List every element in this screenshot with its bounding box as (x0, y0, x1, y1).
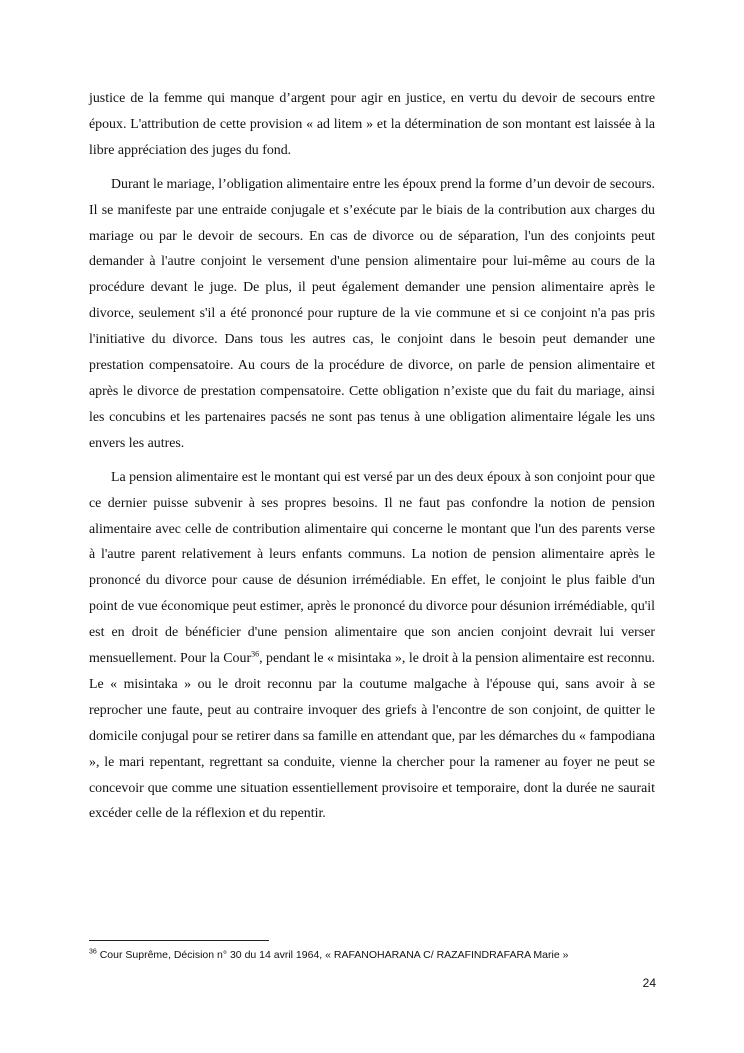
paragraph-3 (89, 465, 655, 828)
body-text (89, 86, 655, 827)
page-number: 24 (642, 976, 656, 990)
paragraph-3-text-after: , pendant le « misintaka », le droit à la pension alimentaire est reconnu. Le « misintaka » ou le droit reconnu par la coutume malgache à l'épouse qui, sans avoir à se reprocher une faute, peut au contraire invoquer des griefs à l'encontre de son conjoint, de quitter le domicile conjugal pour se retirer dans sa famille en attendant que, par les démarches du « fampodiana », le mari repentant, regrettant sa conduite, vienne la chercher pour la ramener au foyer ne peut se concevoir que comme une situation essentiellement provisoire et temporaire, dont la durée ne saurait excéder celle de la réflexion et du repentir. (89, 651, 656, 822)
paragraph-2: Durant le mariage, l’obligation alimentaire entre les époux prend la forme d’un devoir de secours. Il se manifeste par une entraide conjugale et s’exécute par le biais de la contribution aux charges du mariage ou par le devoir de secours. En cas de divorce ou de séparation, l'un des conjoints peut demander à l'autre conjoint le versement d'une pension alimentaire pour lui-même au cours de la procédure devant le juge. De plus, il peut également demander une pension alimentaire après le divorce, seulement s'il a été prononcé pour rupture de la vie commune et si ce conjoint n'a pas pris l'initiative du divorce. Dans tous les autres cas, le conjoint dans le besoin peut demander une prestation compensatoire. Au cours de la procédure de divorce, on parle de pension alimentaire et après le divorce de prestation compensatoire. Cette obligation n’existe que du fait du mariage, ainsi les concubins et les partenaires pacsés ne sont pas tenus à une obligation alimentaire légale les uns envers les autres. (89, 176, 655, 451)
footnote-reference: 36 (251, 649, 260, 659)
footnote-separator (89, 940, 269, 941)
footnote-text: Cour Suprême, Décision n° 30 du 14 avril 1964, « RAFANOHARANA C/ RAZAFINDRAFARA Marie » (96, 949, 569, 961)
footnote-mark: 36 (89, 948, 97, 956)
paragraph-3-text-before: La pension alimentaire est le montant qui est versé par un des deux époux à son conjoint pour que ce dernier puisse subvenir à ses propres besoins. Il ne faut pas confondre la notion de pension alimentaire avec celle de contribution alimentaire qui concerne le montant que l'un des parents verse à l'autre parent relativement à leurs enfants communs. La notion de pension alimentaire après le prononcé du divorce pour cause de désunion irrémédiable. En effet, le conjoint le plus faible d'un point de vue économique peut estimer, après le prononcé du divorce pour désunion irrémédiable, qu'il est en droit de bénéficier d'une pension alimentaire que son ancien conjoint devrait lui verser mensuellement. Pour la Cour (89, 469, 655, 667)
footnote (89, 948, 689, 962)
paragraph-1: justice de la femme qui manque d’argent pour agir en justice, en vertu du devoir de secours entre époux. L'attribution de cette provision « ad litem » et la détermination de son montant est laissée à la libre appréciation des juges du fond. (89, 91, 655, 158)
